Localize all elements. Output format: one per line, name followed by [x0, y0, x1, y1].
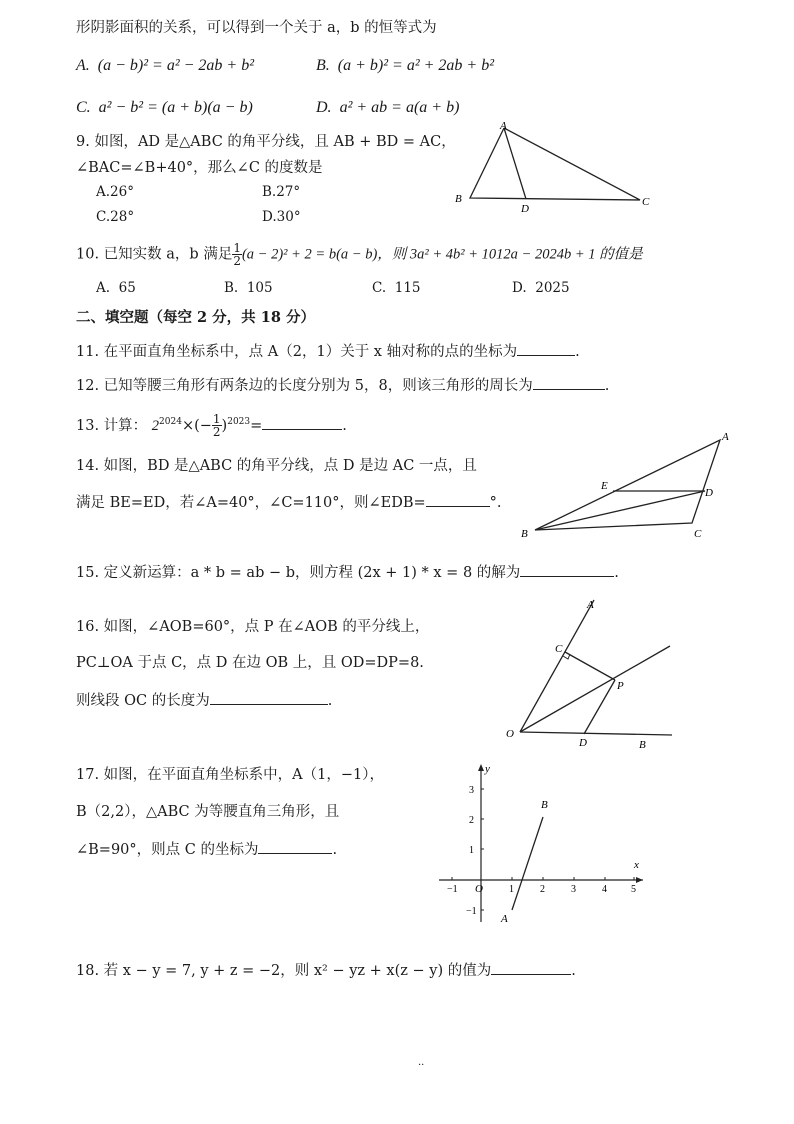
q17-stem-line1: 17. 如图，在平面直角坐标系中，A（1，−1）， — [76, 767, 384, 783]
q10-option-c: C. 115 — [372, 280, 421, 296]
q11: 11. 在平面直角坐标系中，点 A（2，1）关于 x 轴对称的点的坐标为 . — [76, 341, 580, 362]
q18: 18. 若 x − y = 7, y + z = −2，则 x² − yz + x(z − y) 的值为 . — [76, 960, 576, 981]
label-o: O — [506, 728, 514, 740]
label-a: A — [500, 120, 507, 132]
x-tick-label: −1 — [447, 884, 458, 895]
q14-stem-line2: 满足 BE=ED，若∠A=40°，∠C=110°，则∠EDB= °. — [76, 492, 502, 513]
x-tick-label: 3 — [571, 884, 576, 895]
label-c: C — [555, 643, 563, 655]
q16-stem-line2: PC⊥OA 于点 C，点 D 在边 OB 上，且 OD=DP=8. — [76, 655, 424, 671]
q14-stem-line1: 14. 如图，BD 是△ABC 的角平分线，点 D 是边 AC 一点，且 — [76, 458, 477, 474]
q12: 12. 已知等腰三角形有两条边的长度分别为 5，8，则该三角形的周长为 . — [76, 375, 609, 396]
triangle-abc — [535, 440, 720, 530]
q9-option-b: B.27° — [262, 184, 301, 200]
label-b: B — [521, 528, 528, 540]
bisector-ad — [504, 128, 526, 199]
q16-stem-line1: 16. 如图，∠AOB=60°，点 P 在∠AOB 的平分线上， — [76, 619, 430, 635]
answer-blank[interactable] — [533, 375, 605, 390]
ray-ob — [520, 732, 672, 735]
q10-fraction: $\frac{1}{2}$ — [233, 241, 241, 268]
y-tick-label: 1 — [469, 845, 474, 856]
q9-option-d: D.30° — [262, 209, 301, 225]
q16-stem-line3: 则线段 OC 的长度为 . — [76, 690, 332, 711]
x-tick-label: 2 — [540, 884, 545, 895]
answer-blank[interactable] — [517, 341, 575, 356]
q13: 13. 计算： $2^{2024}\times(-$ $\frac{1}{2}$ )$^{2023}$= . — [76, 412, 347, 440]
label-e: E — [601, 480, 608, 492]
q10-option-a: A. 65 — [96, 280, 136, 296]
q17-stem-line3: ∠B=90°，则点 C 的坐标为 . — [76, 839, 337, 860]
answer-blank[interactable] — [520, 562, 614, 577]
y-tick-label: 3 — [469, 785, 474, 796]
q10-option-d: D. 2025 — [512, 280, 570, 296]
x-tick-label: 4 — [602, 884, 607, 895]
origin-label: O — [475, 883, 483, 895]
q8-option-b: B. (a + b)² = a² + 2ab + b² — [316, 57, 495, 74]
label-b: B — [455, 193, 462, 205]
section-title-fill-in: 二、填空题（每空 2 分，共 18 分） — [76, 309, 315, 326]
label-c: C — [694, 528, 702, 540]
answer-blank[interactable] — [210, 690, 328, 705]
segment-ab — [512, 817, 543, 910]
y-axis-arrow — [478, 764, 484, 771]
y-tick-label: 2 — [469, 815, 474, 826]
label-a: A — [587, 599, 594, 611]
q10-option-b: B. 105 — [224, 280, 273, 296]
y-tick-label: −1 — [466, 906, 477, 917]
q9-option-a: A.26° — [96, 184, 134, 200]
continued-question-line: 形阴影面积的关系，可以得到一个关于 a，b 的恒等式为 — [76, 20, 437, 36]
label-a: A — [722, 431, 729, 443]
point-a-label: A — [501, 913, 508, 925]
label-b: B — [639, 739, 646, 751]
page-footer-mark: ·· — [418, 1060, 425, 1071]
q9-stem-line2: ∠BAC=∠B+40°，那么∠C 的度数是 — [76, 160, 323, 176]
ray-bisector — [520, 646, 670, 732]
answer-blank[interactable] — [262, 415, 342, 430]
q16-angle-figure — [500, 592, 685, 752]
answer-blank[interactable] — [426, 492, 490, 507]
q15: 15. 定义新运算：a * b = ab − b，则方程 (2x + 1) * x = 8 的解为 . — [76, 562, 619, 583]
q8-option-c: C. a² − b² = (a + b)(a − b) — [76, 99, 253, 116]
label-d: D — [705, 487, 713, 499]
triangle-abc — [470, 128, 640, 200]
label-p: P — [617, 680, 624, 692]
answer-blank[interactable] — [491, 960, 571, 975]
q10-stem: 10. 已知实数 a，b 满足 $\frac{1}{2}$ (a − 2)² + 2 = b(a − b)，则 3a² + 4b² + 1012a − 2024b + 1 的值是 — [76, 241, 643, 268]
q17-stem-line2: B（2,2），△ABC 为等腰直角三角形，且 — [76, 804, 340, 820]
q8-option-a: A. (a − b)² = a² − 2ab + b² — [76, 57, 255, 74]
q9-stem-line1: 9. 如图，AD 是△ABC 的角平分线，且 AB + BD = AC， — [76, 134, 456, 150]
ray-oa — [520, 600, 594, 732]
q8-option-d: D. a² + ab = a(a + b) — [316, 99, 460, 116]
label-d: D — [579, 737, 587, 749]
point-b-label: B — [541, 799, 548, 811]
label-d: D — [521, 203, 529, 213]
y-axis-label: y — [485, 763, 490, 775]
answer-blank[interactable] — [258, 839, 332, 854]
x-axis-arrow — [636, 877, 643, 883]
q9-triangle-figure — [450, 118, 660, 213]
label-c: C — [642, 196, 650, 208]
segment-pc — [565, 652, 615, 680]
x-tick-label: 5 — [631, 884, 636, 895]
q9-option-c: C.28° — [96, 209, 135, 225]
x-axis-label: x — [634, 859, 639, 871]
q14-triangle-figure — [515, 425, 745, 545]
segment-pd — [584, 680, 615, 734]
q17-coordinate-figure — [435, 758, 650, 928]
x-tick-label: 1 — [509, 884, 514, 895]
